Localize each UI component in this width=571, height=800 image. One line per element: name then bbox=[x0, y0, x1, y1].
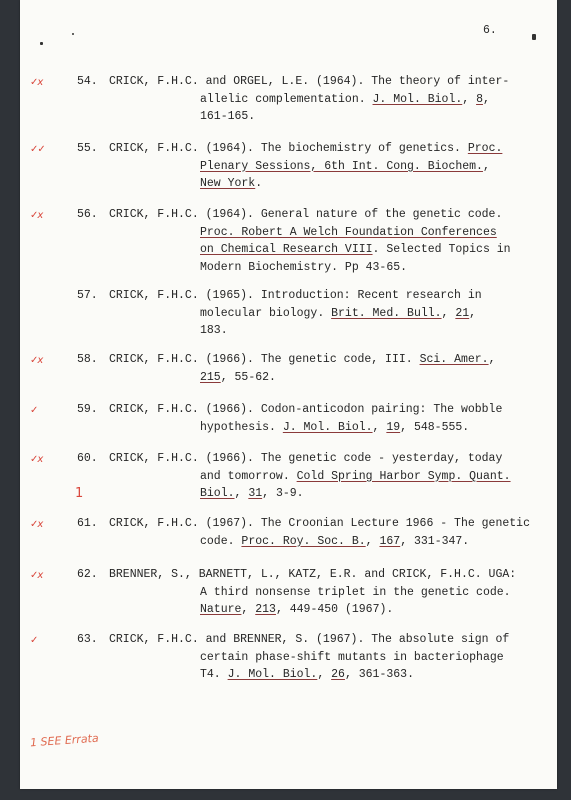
entry-text: molecular biology. bbox=[200, 306, 332, 320]
journal-title: New York bbox=[200, 177, 256, 190]
check-mark: ✓x bbox=[30, 210, 43, 221]
entry-line: 161-165. bbox=[200, 110, 256, 123]
entry-text: . Selected Topics in bbox=[372, 243, 511, 256]
entry-line: BRENNER, S., BARNETT, L., KATZ, E.R. and CRICK, F.H.C. UGA: bbox=[109, 568, 517, 581]
check-mark: ✓ bbox=[30, 405, 38, 416]
entry-line: CRICK, F.H.C. (1966). Codon-anticodon pairing: The wobble bbox=[109, 403, 503, 416]
entry-line: CRICK, F.H.C. and ORGEL, L.E. (1964). The theory of inter- bbox=[109, 75, 510, 88]
entry-number: 54. bbox=[77, 75, 98, 88]
entry-number: 60. bbox=[77, 452, 98, 465]
volume: 213 bbox=[255, 603, 276, 616]
entry-line: CRICK, F.H.C. and BRENNER, S. (1967). The absolute sign of bbox=[109, 633, 510, 646]
entry-line: Modern Biochemistry. Pp 43-65. bbox=[200, 260, 408, 274]
journal-title: J. Mol. Biol. bbox=[227, 668, 318, 681]
entry-line: CRICK, F.H.C. (1965). Introduction: Recent research in bbox=[109, 289, 482, 302]
entry-text: and tomorrow. bbox=[200, 469, 297, 483]
entry-text: CRICK, F.H.C. (1966). The genetic code, III. bbox=[109, 353, 420, 366]
entry-number: 57. bbox=[77, 289, 98, 302]
volume: 26 bbox=[331, 668, 345, 681]
entry-text: , 449-450 (1967). bbox=[275, 603, 394, 616]
entry-line: 183. bbox=[200, 324, 228, 337]
journal-title: on Chemical Research VIII bbox=[200, 243, 373, 256]
ink-speck bbox=[532, 34, 536, 40]
volume: 215 bbox=[200, 370, 221, 384]
document-page bbox=[20, 0, 557, 789]
entry-number: 58. bbox=[77, 353, 98, 366]
handwritten-note: 1 SEE Errata bbox=[29, 731, 100, 750]
entry-text: allelic complementation. bbox=[200, 92, 373, 106]
volume: 21 bbox=[455, 306, 470, 320]
journal-title: Plenary Sessions, 6th Int. Cong. Biochem. bbox=[200, 159, 483, 173]
entry-text: . bbox=[255, 177, 263, 190]
entry-number: 61. bbox=[77, 517, 98, 530]
ink-speck bbox=[40, 42, 43, 45]
entry-text: , bbox=[488, 353, 496, 366]
volume: 31 bbox=[248, 487, 263, 500]
journal-title: J. Mol. Biol. bbox=[282, 420, 373, 434]
ink-speck bbox=[72, 33, 74, 35]
entry-text: , 3-9. bbox=[262, 487, 304, 500]
entry-text: , bbox=[365, 534, 380, 548]
journal-title: Proc. Robert A Welch Foundation Conferences bbox=[200, 225, 497, 239]
entry-text: , bbox=[241, 603, 256, 616]
entry-text: code. bbox=[200, 534, 242, 548]
entry-text: , bbox=[234, 487, 249, 500]
entry-text: , bbox=[462, 92, 477, 106]
entry-line: CRICK, F.H.C. (1967). The Croonian Lecture 1966 - The genetic bbox=[109, 517, 530, 530]
entry-text: hypothesis. bbox=[200, 420, 283, 434]
entry-text: , 331-347. bbox=[400, 534, 470, 548]
journal-title: Cold Spring Harbor Symp. Quant. bbox=[296, 469, 511, 483]
entry-number: 55. bbox=[77, 142, 98, 155]
volume: 167 bbox=[379, 534, 401, 548]
entry-line: CRICK, F.H.C. (1964). General nature of the genetic code. bbox=[109, 208, 503, 221]
entry-text: , bbox=[482, 159, 490, 173]
entry-number: 63. bbox=[77, 633, 98, 646]
entry-text: , bbox=[482, 92, 490, 106]
journal-title: Sci. Amer. bbox=[419, 353, 489, 366]
check-mark: ✓x bbox=[30, 519, 43, 530]
entry-line: certain phase-shift mutants in bacteriophage bbox=[200, 650, 504, 664]
journal-title: Nature bbox=[200, 603, 242, 616]
volume: 19 bbox=[386, 420, 401, 434]
check-mark: ✓x bbox=[30, 570, 43, 581]
volume: 8 bbox=[476, 92, 483, 106]
footnote-mark: 1 bbox=[75, 486, 84, 501]
entry-text: , bbox=[372, 420, 387, 434]
entry-line: A third nonsense triplet in the genetic code. bbox=[200, 585, 511, 599]
check-mark: ✓x bbox=[30, 77, 43, 88]
entry-text: , 361-363. bbox=[344, 668, 414, 681]
entry-number: 59. bbox=[77, 403, 98, 416]
entry-text: , 55-62. bbox=[220, 370, 276, 384]
entry-text: T4. bbox=[200, 668, 228, 681]
journal-title: Proc. Roy. Soc. B. bbox=[241, 534, 366, 548]
entry-text: , bbox=[469, 306, 477, 320]
journal-title: J. Mol. Biol. bbox=[372, 92, 463, 106]
entry-text: , bbox=[441, 306, 456, 320]
check-mark: ✓x bbox=[30, 454, 43, 465]
entry-line: CRICK, F.H.C. (1966). The genetic code - yesterday, today bbox=[109, 452, 503, 465]
journal-title: Biol. bbox=[200, 487, 235, 500]
entry-text: , bbox=[317, 668, 332, 681]
page-number: 6. bbox=[483, 24, 497, 37]
journal-title: Brit. Med. Bull. bbox=[331, 306, 442, 320]
entry-number: 56. bbox=[77, 208, 98, 221]
journal-title: Proc. bbox=[467, 142, 503, 155]
check-mark: ✓ bbox=[30, 635, 38, 646]
entry-text: , 548-555. bbox=[400, 420, 470, 434]
check-mark: ✓x bbox=[30, 355, 43, 366]
entry-number: 62. bbox=[77, 568, 98, 581]
entry-text: CRICK, F.H.C. (1964). The biochemistry of genetics. bbox=[109, 142, 468, 155]
check-mark: ✓✓ bbox=[30, 144, 45, 155]
